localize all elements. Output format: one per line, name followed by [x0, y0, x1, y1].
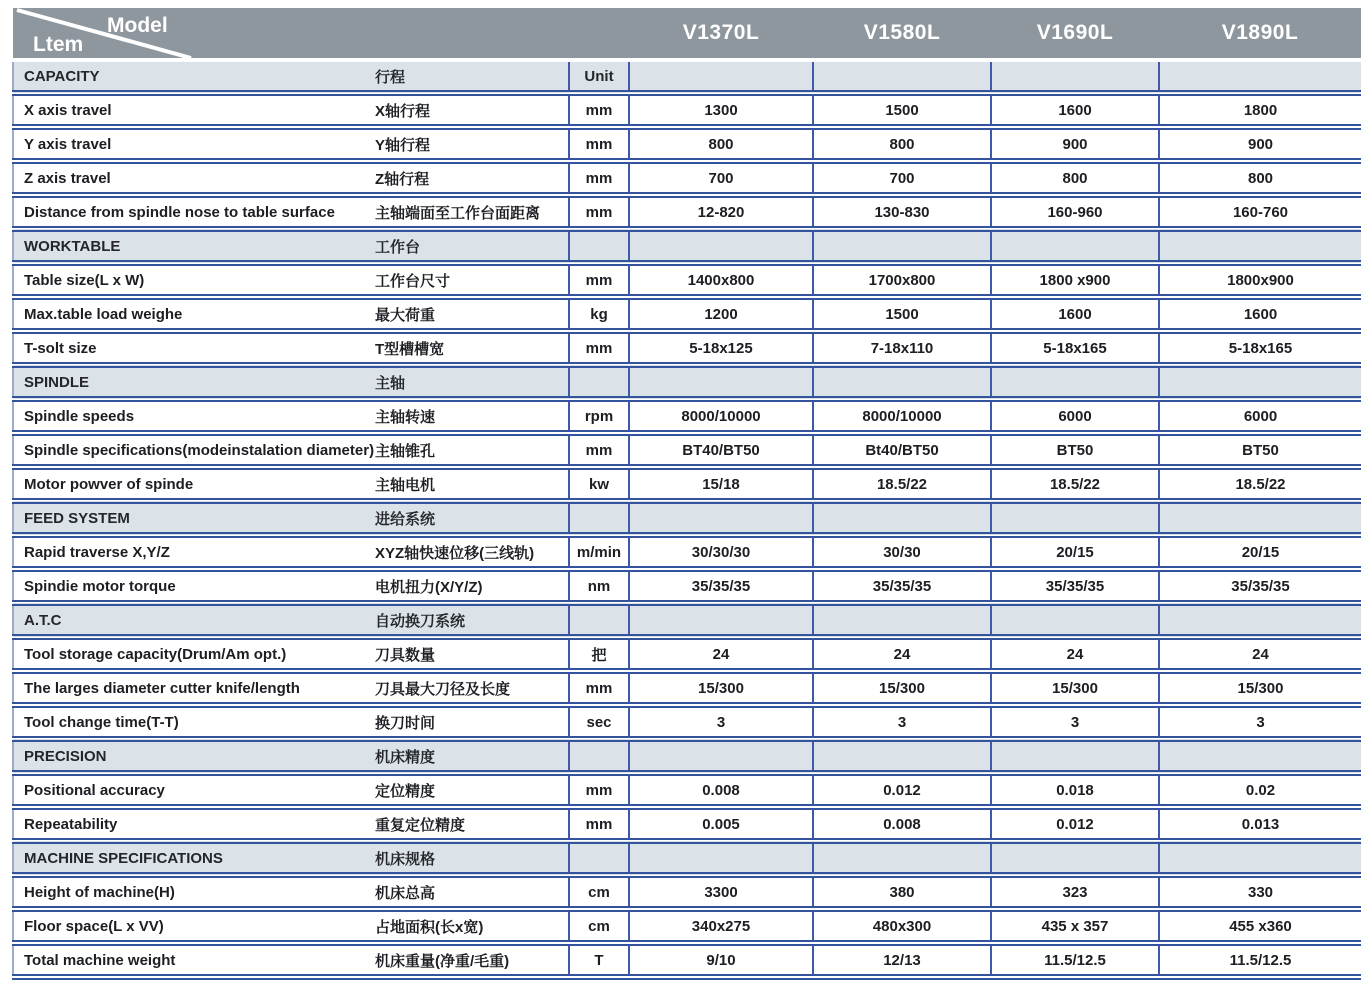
spec-name-cn: Y轴行程: [371, 127, 569, 161]
spec-row: [13, 93, 1361, 127]
value-cell: 6000: [991, 399, 1159, 433]
section-row: [13, 229, 1361, 263]
spec-name-cn: 主轴端面至工作台面距离: [371, 195, 569, 229]
unit-cell: mm: [569, 331, 629, 365]
value-cell: 0.02: [1159, 773, 1361, 807]
value-cell: 0.005: [629, 807, 813, 841]
model-header-row: [13, 8, 1361, 60]
value-cell: 20/15: [1159, 535, 1361, 569]
spec-name-cn: 机床精度: [371, 739, 569, 773]
unit-cell: T: [569, 943, 629, 977]
spec-row: [13, 535, 1361, 569]
value-cell: 15/300: [991, 671, 1159, 705]
value-cell: BT50: [991, 433, 1159, 467]
value-cell: 35/35/35: [1159, 569, 1361, 603]
value-cell: [991, 501, 1159, 535]
unit-cell: mm: [569, 195, 629, 229]
spec-name-en: SPINDLE: [13, 365, 371, 399]
value-cell: 800: [991, 161, 1159, 195]
value-cell: 900: [991, 127, 1159, 161]
spec-row: [13, 671, 1361, 705]
value-cell: 15/300: [813, 671, 991, 705]
value-cell: [991, 60, 1159, 93]
value-cell: 1400x800: [629, 263, 813, 297]
value-cell: 8000/10000: [629, 399, 813, 433]
spec-name-en: PRECISION: [13, 739, 371, 773]
value-cell: 1800x900: [1159, 263, 1361, 297]
value-cell: 800: [1159, 161, 1361, 195]
spec-row: [13, 637, 1361, 671]
spec-row: [13, 399, 1361, 433]
value-cell: 1300: [629, 93, 813, 127]
spec-name-cn: 进给系统: [371, 501, 569, 535]
unit-cell: [569, 739, 629, 773]
unit-cell: rpm: [569, 399, 629, 433]
value-cell: 340x275: [629, 909, 813, 943]
unit-cell: mm: [569, 93, 629, 127]
value-cell: [1159, 229, 1361, 263]
unit-cell: cm: [569, 909, 629, 943]
corner-item-label: Ltem: [33, 33, 84, 56]
value-cell: 435 x 357: [991, 909, 1159, 943]
value-cell: 1600: [991, 297, 1159, 331]
value-cell: 700: [813, 161, 991, 195]
value-cell: 3300: [629, 875, 813, 909]
value-cell: 1700x800: [813, 263, 991, 297]
value-cell: 1200: [629, 297, 813, 331]
value-cell: [629, 739, 813, 773]
unit-cell: mm: [569, 161, 629, 195]
section-row: [13, 739, 1361, 773]
spec-row: [13, 433, 1361, 467]
unit-cell: nm: [569, 569, 629, 603]
spec-row: [13, 467, 1361, 501]
value-cell: 3: [1159, 705, 1361, 739]
unit-cell: Unit: [569, 60, 629, 93]
section-row: [13, 501, 1361, 535]
value-cell: 12/13: [813, 943, 991, 977]
value-cell: 35/35/35: [991, 569, 1159, 603]
value-cell: [1159, 501, 1361, 535]
spec-name-cn: 主轴锥孔: [371, 433, 569, 467]
spec-name-cn: 机床重量(净重/毛重): [371, 943, 569, 977]
spec-name-en: Rapid traverse X,Y/Z: [13, 535, 371, 569]
value-cell: 18.5/22: [813, 467, 991, 501]
spec-name-en: Positional accuracy: [13, 773, 371, 807]
model-header-v1370l: V1370L: [629, 8, 813, 60]
spec-name-en: Total machine weight: [13, 943, 371, 977]
model-header-v1890l: V1890L: [1159, 8, 1361, 60]
spec-row: [13, 807, 1361, 841]
unit-cell: m/min: [569, 535, 629, 569]
value-cell: [629, 365, 813, 399]
spec-row: [13, 331, 1361, 365]
value-cell: [991, 603, 1159, 637]
value-cell: [629, 501, 813, 535]
value-cell: 455 x360: [1159, 909, 1361, 943]
value-cell: 0.008: [629, 773, 813, 807]
value-cell: [813, 229, 991, 263]
spec-name-en: Spindle speeds: [13, 399, 371, 433]
spec-name-en: Spindle specifications(modeinstalation diameter): [13, 433, 371, 467]
corner-model-label: Model: [107, 14, 168, 37]
section-row: [13, 365, 1361, 399]
spec-name-cn: 刀具数量: [371, 637, 569, 671]
spec-name-cn: 机床总高: [371, 875, 569, 909]
spec-name-en: A.T.C: [13, 603, 371, 637]
value-cell: 9/10: [629, 943, 813, 977]
spec-name-cn: XYZ轴快速位移(三线轨): [371, 535, 569, 569]
diagonal-divider: [13, 8, 629, 58]
value-cell: 15/300: [629, 671, 813, 705]
value-cell: 1500: [813, 93, 991, 127]
spec-name-cn: 行程: [371, 60, 569, 93]
spec-row: [13, 569, 1361, 603]
value-cell: [991, 365, 1159, 399]
unit-cell: [569, 603, 629, 637]
value-cell: [813, 365, 991, 399]
spec-name-en: Floor space(L x VV): [13, 909, 371, 943]
value-cell: 24: [991, 637, 1159, 671]
section-row: [13, 603, 1361, 637]
spec-row: [13, 297, 1361, 331]
value-cell: 11.5/12.5: [991, 943, 1159, 977]
spec-row: [13, 943, 1361, 977]
section-row: [13, 841, 1361, 875]
corner-header-cell: [13, 8, 629, 60]
spec-name-cn: 主轴电机: [371, 467, 569, 501]
spec-name-en: CAPACITY: [13, 60, 371, 93]
value-cell: 330: [1159, 875, 1361, 909]
spec-row: [13, 161, 1361, 195]
value-cell: [813, 603, 991, 637]
spec-name-en: Height of machine(H): [13, 875, 371, 909]
spec-row: [13, 127, 1361, 161]
spec-name-cn: 主轴: [371, 365, 569, 399]
spec-name-en: Z axis travel: [13, 161, 371, 195]
unit-cell: kg: [569, 297, 629, 331]
value-cell: BT40/BT50: [629, 433, 813, 467]
spec-sheet-page: [12, 8, 1360, 980]
spec-name-en: WORKTABLE: [13, 229, 371, 263]
value-cell: 35/35/35: [813, 569, 991, 603]
unit-cell: mm: [569, 433, 629, 467]
value-cell: 11.5/12.5: [1159, 943, 1361, 977]
value-cell: 7-18x110: [813, 331, 991, 365]
spec-name-cn: 自动换刀系统: [371, 603, 569, 637]
value-cell: [1159, 739, 1361, 773]
spec-name-en: Max.table load weighe: [13, 297, 371, 331]
unit-cell: mm: [569, 671, 629, 705]
value-cell: [629, 60, 813, 93]
value-cell: 3: [813, 705, 991, 739]
value-cell: [1159, 60, 1361, 93]
value-cell: 700: [629, 161, 813, 195]
unit-cell: [569, 841, 629, 875]
value-cell: [991, 229, 1159, 263]
value-cell: 480x300: [813, 909, 991, 943]
value-cell: 1500: [813, 297, 991, 331]
spec-name-en: The larges diameter cutter knife/length: [13, 671, 371, 705]
unit-cell: mm: [569, 263, 629, 297]
value-cell: 1600: [1159, 297, 1361, 331]
spec-rows: [13, 60, 1361, 977]
value-cell: [1159, 841, 1361, 875]
value-cell: 30/30/30: [629, 535, 813, 569]
section-row: [13, 60, 1361, 93]
spec-name-en: Tool change time(T-T): [13, 705, 371, 739]
value-cell: 24: [813, 637, 991, 671]
value-cell: 15/18: [629, 467, 813, 501]
value-cell: 160-760: [1159, 195, 1361, 229]
spec-row: [13, 263, 1361, 297]
value-cell: BT50: [1159, 433, 1361, 467]
value-cell: [813, 60, 991, 93]
value-cell: 0.013: [1159, 807, 1361, 841]
value-cell: 20/15: [991, 535, 1159, 569]
spec-name-en: Y axis travel: [13, 127, 371, 161]
value-cell: 0.012: [813, 773, 991, 807]
spec-name-en: T-solt size: [13, 331, 371, 365]
spec-name-en: Repeatability: [13, 807, 371, 841]
model-header: [13, 8, 1361, 60]
spec-name-cn: 占地面积(长x宽): [371, 909, 569, 943]
spec-name-en: Distance from spindle nose to table surface: [13, 195, 371, 229]
value-cell: [629, 229, 813, 263]
model-header-v1690l: V1690L: [991, 8, 1159, 60]
unit-cell: [569, 229, 629, 263]
value-cell: 18.5/22: [991, 467, 1159, 501]
unit-cell: cm: [569, 875, 629, 909]
value-cell: 0.012: [991, 807, 1159, 841]
value-cell: 130-830: [813, 195, 991, 229]
value-cell: 12-820: [629, 195, 813, 229]
value-cell: [813, 841, 991, 875]
value-cell: 6000: [1159, 399, 1361, 433]
spec-name-cn: 工作台: [371, 229, 569, 263]
spec-row: [13, 875, 1361, 909]
unit-cell: mm: [569, 773, 629, 807]
spec-name-cn: T型槽槽宽: [371, 331, 569, 365]
value-cell: [1159, 365, 1361, 399]
value-cell: [629, 603, 813, 637]
spec-name-en: Tool storage capacity(Drum/Am opt.): [13, 637, 371, 671]
value-cell: 0.018: [991, 773, 1159, 807]
spec-name-cn: 定位精度: [371, 773, 569, 807]
unit-cell: 把: [569, 637, 629, 671]
value-cell: 1800 x900: [991, 263, 1159, 297]
unit-cell: [569, 501, 629, 535]
spec-name-en: X axis travel: [13, 93, 371, 127]
value-cell: 160-960: [991, 195, 1159, 229]
value-cell: 800: [813, 127, 991, 161]
unit-cell: sec: [569, 705, 629, 739]
spec-row: [13, 195, 1361, 229]
value-cell: 5-18x125: [629, 331, 813, 365]
value-cell: 3: [629, 705, 813, 739]
spec-name-cn: 机床规格: [371, 841, 569, 875]
spec-name-cn: 换刀时间: [371, 705, 569, 739]
unit-cell: mm: [569, 807, 629, 841]
spec-name-cn: 电机扭力(X/Y/Z): [371, 569, 569, 603]
value-cell: [813, 501, 991, 535]
value-cell: 3: [991, 705, 1159, 739]
spec-name-en: FEED SYSTEM: [13, 501, 371, 535]
value-cell: 35/35/35: [629, 569, 813, 603]
value-cell: 5-18x165: [1159, 331, 1361, 365]
spec-name-en: Table size(L x W): [13, 263, 371, 297]
value-cell: 30/30: [813, 535, 991, 569]
spec-name-cn: 主轴转速: [371, 399, 569, 433]
value-cell: 8000/10000: [813, 399, 991, 433]
spec-name-en: Motor powver of spinde: [13, 467, 371, 501]
value-cell: 0.008: [813, 807, 991, 841]
spec-row: [13, 705, 1361, 739]
value-cell: [991, 841, 1159, 875]
value-cell: 1600: [991, 93, 1159, 127]
spec-name-cn: 工作台尺寸: [371, 263, 569, 297]
unit-cell: kw: [569, 467, 629, 501]
value-cell: 800: [629, 127, 813, 161]
unit-cell: [569, 365, 629, 399]
value-cell: 24: [629, 637, 813, 671]
machine-spec-table: [12, 8, 1361, 980]
spec-name-cn: 重复定位精度: [371, 807, 569, 841]
unit-cell: mm: [569, 127, 629, 161]
spec-row: [13, 909, 1361, 943]
value-cell: [629, 841, 813, 875]
value-cell: 323: [991, 875, 1159, 909]
spec-name-cn: 最大荷重: [371, 297, 569, 331]
value-cell: 380: [813, 875, 991, 909]
spec-name-en: MACHINE SPECIFICATIONS: [13, 841, 371, 875]
spec-name-cn: 刀具最大刀径及长度: [371, 671, 569, 705]
spec-name-cn: X轴行程: [371, 93, 569, 127]
value-cell: 1800: [1159, 93, 1361, 127]
value-cell: 900: [1159, 127, 1361, 161]
value-cell: 24: [1159, 637, 1361, 671]
spec-name-cn: Z轴行程: [371, 161, 569, 195]
spec-row: [13, 773, 1361, 807]
value-cell: 5-18x165: [991, 331, 1159, 365]
value-cell: 18.5/22: [1159, 467, 1361, 501]
value-cell: Bt40/BT50: [813, 433, 991, 467]
value-cell: [991, 739, 1159, 773]
spec-name-en: Spindie motor torque: [13, 569, 371, 603]
value-cell: [1159, 603, 1361, 637]
value-cell: 15/300: [1159, 671, 1361, 705]
value-cell: [813, 739, 991, 773]
model-header-v1580l: V1580L: [813, 8, 991, 60]
